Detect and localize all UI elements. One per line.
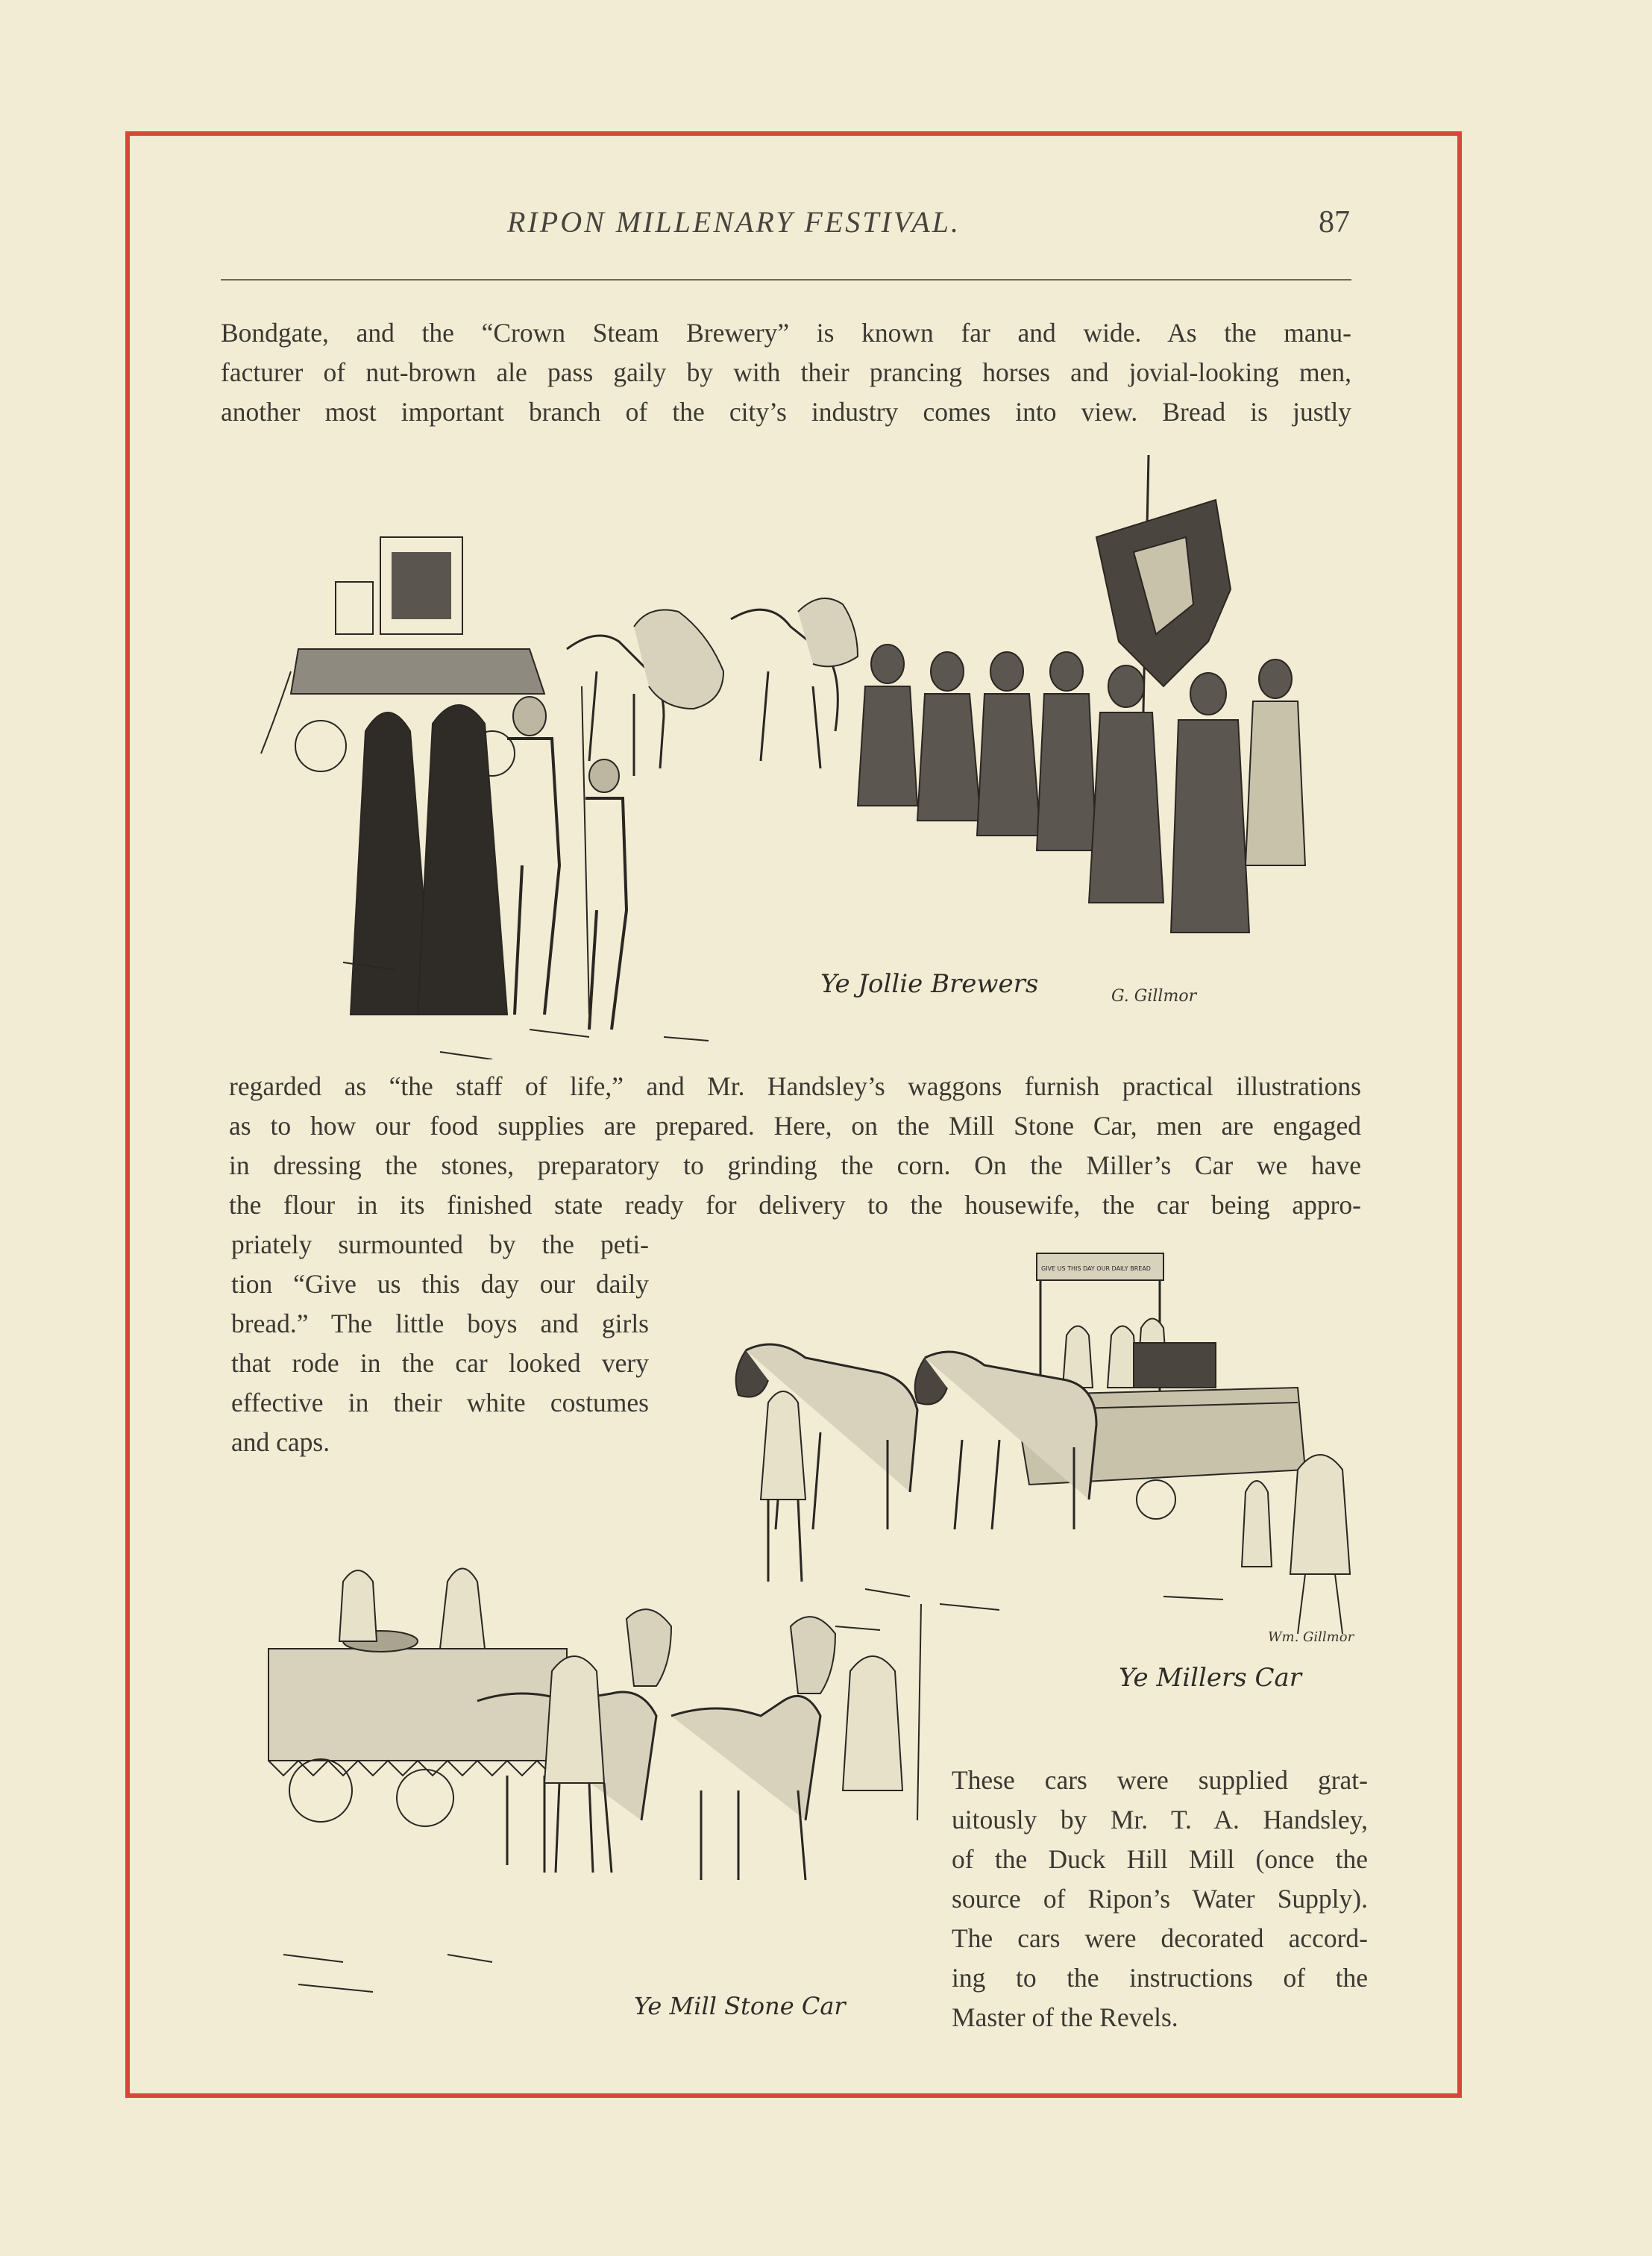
illustration-mill-stone-car [254, 1537, 925, 2044]
page-number: 87 [1319, 205, 1350, 239]
header-rule [221, 279, 1351, 281]
text-line: source of Ripon’s Water Supply). [952, 1884, 1368, 1914]
text-line: and caps. [231, 1427, 330, 1457]
text-line: as to how our food supplies are prepared. Here, on the Mill Stone Car, men are engaged [229, 1111, 1361, 1141]
text-line: Bondgate, and the “Crown Steam Brewery” is known far and wide. As the manu- [221, 318, 1351, 348]
text-line: bread.” The little boys and girls [231, 1309, 649, 1338]
paragraph-4 [952, 1761, 1368, 2037]
text-line: regarded as “the staff of life,” and Mr. Handsley’s waggons furnish practical illustrations [229, 1071, 1361, 1101]
text-line: effective in their white costumes [231, 1388, 649, 1417]
illustration-2-caption: Ye Millers Car [1119, 1663, 1302, 1693]
illustration-1-caption: Ye Jollie Brewers [820, 969, 1039, 999]
text-line: tion “Give us this day our daily [231, 1269, 649, 1299]
illustration-2-signature: Wm. Gillmor [1268, 1629, 1354, 1645]
paragraph-3 [231, 1225, 649, 1462]
illustration-3-caption: Ye Mill Stone Car [634, 1992, 846, 2020]
text-line: uitously by Mr. T. A. Handsley, [952, 1805, 1368, 1834]
illustration-1-signature: G. Gillmor [1111, 987, 1197, 1006]
running-head [224, 201, 1350, 246]
running-title: RIPON MILLENARY FESTIVAL. [507, 205, 961, 239]
text-line: another most important branch of the city’s industry comes into view. Bread is justly [221, 397, 1351, 427]
text-line: ing to the instructions of the [952, 1963, 1368, 1993]
text-line: of the Duck Hill Mill (once the [952, 1844, 1368, 1874]
paragraph-2 [229, 1067, 1361, 1225]
illustration-jollie-brewers [246, 448, 1357, 1059]
text-line: facturer of nut-brown ale pass gaily by with their prancing horses and jovial-looking men, [221, 357, 1351, 387]
text-line: Master of the Revels. [952, 2002, 1178, 2032]
text-line: that rode in the car looked very [231, 1348, 649, 1378]
text-line: priately surmounted by the peti- [231, 1229, 649, 1259]
text-line: These cars were supplied grat- [952, 1765, 1368, 1795]
paragraph-1 [221, 313, 1351, 432]
text-line: The cars were decorated accord- [952, 1923, 1368, 1953]
illustration-2-banner: GIVE US THIS DAY OUR DAILY BREAD [1041, 1265, 1151, 1272]
text-line: the flour in its finished state ready for delivery to the housewife, the car being appro- [229, 1190, 1361, 1220]
text-line: in dressing the stones, preparatory to grinding the corn. On the Miller’s Car we have [229, 1150, 1361, 1180]
